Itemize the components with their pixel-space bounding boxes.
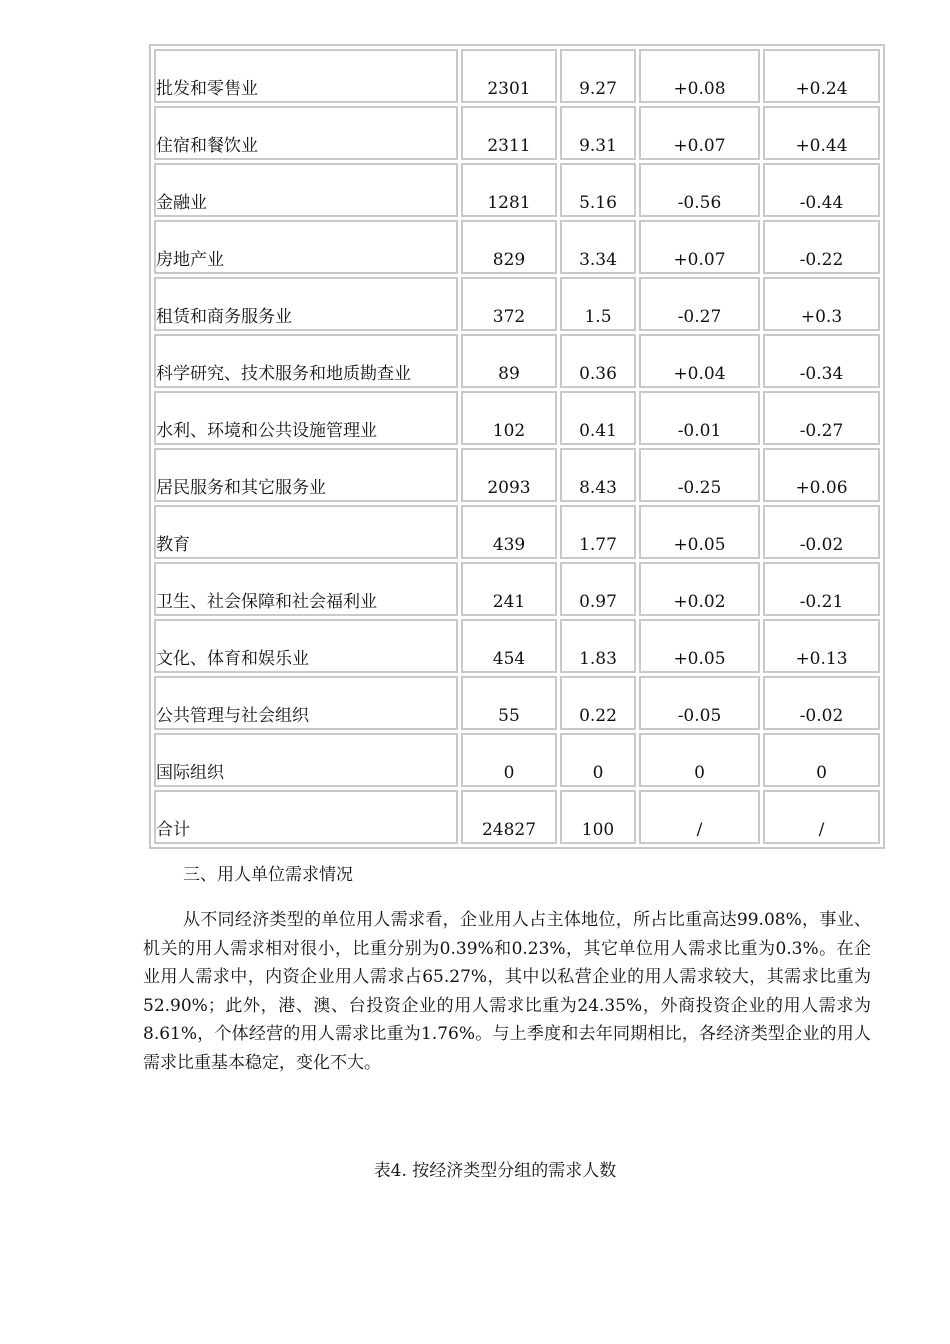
count-cell: 829	[461, 220, 557, 274]
table-row	[154, 220, 880, 274]
year-change-cell: 0	[763, 733, 880, 787]
industry-cell: 住宿和餐饮业	[154, 106, 458, 160]
count-cell: 2311	[461, 106, 557, 160]
share-cell: 0.41	[560, 391, 636, 445]
share-cell: 0.97	[560, 562, 636, 616]
count-cell: 102	[461, 391, 557, 445]
quarter-change-cell: +0.02	[639, 562, 760, 616]
industry-cell: 公共管理与社会组织	[154, 676, 458, 730]
industry-cell: 金融业	[154, 163, 458, 217]
year-change-cell: -0.44	[763, 163, 880, 217]
industry-cell: 卫生、社会保障和社会福利业	[154, 562, 458, 616]
industry-cell: 合计	[154, 790, 458, 844]
year-change-cell: +0.44	[763, 106, 880, 160]
year-change-cell: +0.24	[763, 49, 880, 103]
table-row	[154, 505, 880, 559]
year-change-cell: -0.21	[763, 562, 880, 616]
table-row	[154, 676, 880, 730]
table-row	[154, 448, 880, 502]
share-cell: 5.16	[560, 163, 636, 217]
industry-cell: 批发和零售业	[154, 49, 458, 103]
quarter-change-cell: -0.27	[639, 277, 760, 331]
share-cell: 3.34	[560, 220, 636, 274]
count-cell: 241	[461, 562, 557, 616]
section-heading: 三、用人单位需求情况	[183, 865, 353, 885]
industry-cell: 科学研究、技术服务和地质勘查业	[154, 334, 458, 388]
count-cell: 55	[461, 676, 557, 730]
year-change-cell: +0.06	[763, 448, 880, 502]
industry-cell: 房地产业	[154, 220, 458, 274]
count-cell: 2093	[461, 448, 557, 502]
quarter-change-cell: -0.56	[639, 163, 760, 217]
share-cell: 0.22	[560, 676, 636, 730]
body-paragraph: 从不同经济类型的单位用人需求看，企业用人占主体地位，所占比重高达99.08%，事业、机关的用人需求相对很小，比重分别为0.39%和0.23%，其它单位用人需求比重为0.3%。在企业用人需求中，内资企业用人需求占65.27%，其中以私营企业的用人需求较大，其需求比重为52.90%；此外，港、澳、台投资企业的用人需求比重为24.35%，外商投资企业的用人需求为8.61%，个体经营的用人需求比重为1.76%。与上季度和去年同期相比，各经济类型企业的用人需求比重基本稳定，变化不大。	[143, 910, 871, 1073]
table-row	[154, 106, 880, 160]
quarter-change-cell: -0.25	[639, 448, 760, 502]
share-cell: 9.31	[560, 106, 636, 160]
industry-demand-table	[149, 44, 885, 849]
table-row	[154, 391, 880, 445]
count-cell: 372	[461, 277, 557, 331]
count-cell: 454	[461, 619, 557, 673]
industry-cell: 国际组织	[154, 733, 458, 787]
table-row	[154, 277, 880, 331]
quarter-change-cell: -0.05	[639, 676, 760, 730]
count-cell: 24827	[461, 790, 557, 844]
share-cell: 0	[560, 733, 636, 787]
quarter-change-cell: /	[639, 790, 760, 844]
share-cell: 100	[560, 790, 636, 844]
share-cell: 1.5	[560, 277, 636, 331]
year-change-cell: -0.02	[763, 676, 880, 730]
table-row	[154, 562, 880, 616]
quarter-change-cell: -0.01	[639, 391, 760, 445]
share-cell: 1.77	[560, 505, 636, 559]
year-change-cell: -0.34	[763, 334, 880, 388]
year-change-cell: -0.02	[763, 505, 880, 559]
quarter-change-cell: +0.04	[639, 334, 760, 388]
table-body	[154, 49, 880, 844]
table-row	[154, 49, 880, 103]
quarter-change-cell: +0.07	[639, 106, 760, 160]
count-cell: 439	[461, 505, 557, 559]
count-cell: 1281	[461, 163, 557, 217]
share-cell: 8.43	[560, 448, 636, 502]
year-change-cell: -0.22	[763, 220, 880, 274]
industry-cell: 教育	[154, 505, 458, 559]
quarter-change-cell: +0.05	[639, 505, 760, 559]
share-cell: 9.27	[560, 49, 636, 103]
year-change-cell: /	[763, 790, 880, 844]
count-cell: 0	[461, 733, 557, 787]
year-change-cell: +0.13	[763, 619, 880, 673]
table-row	[154, 619, 880, 673]
quarter-change-cell: +0.08	[639, 49, 760, 103]
year-change-cell: -0.27	[763, 391, 880, 445]
industry-cell: 居民服务和其它服务业	[154, 448, 458, 502]
table-row	[154, 334, 880, 388]
industry-cell: 文化、体育和娱乐业	[154, 619, 458, 673]
table-row	[154, 790, 880, 844]
table-row	[154, 163, 880, 217]
year-change-cell: +0.3	[763, 277, 880, 331]
share-cell: 1.83	[560, 619, 636, 673]
count-cell: 2301	[461, 49, 557, 103]
quarter-change-cell: +0.05	[639, 619, 760, 673]
table-4-caption: 表4. 按经济类型分组的需求人数	[373, 1161, 617, 1181]
quarter-change-cell: +0.07	[639, 220, 760, 274]
table-row	[154, 733, 880, 787]
count-cell: 89	[461, 334, 557, 388]
industry-cell: 租赁和商务服务业	[154, 277, 458, 331]
share-cell: 0.36	[560, 334, 636, 388]
industry-cell: 水利、环境和公共设施管理业	[154, 391, 458, 445]
quarter-change-cell: 0	[639, 733, 760, 787]
